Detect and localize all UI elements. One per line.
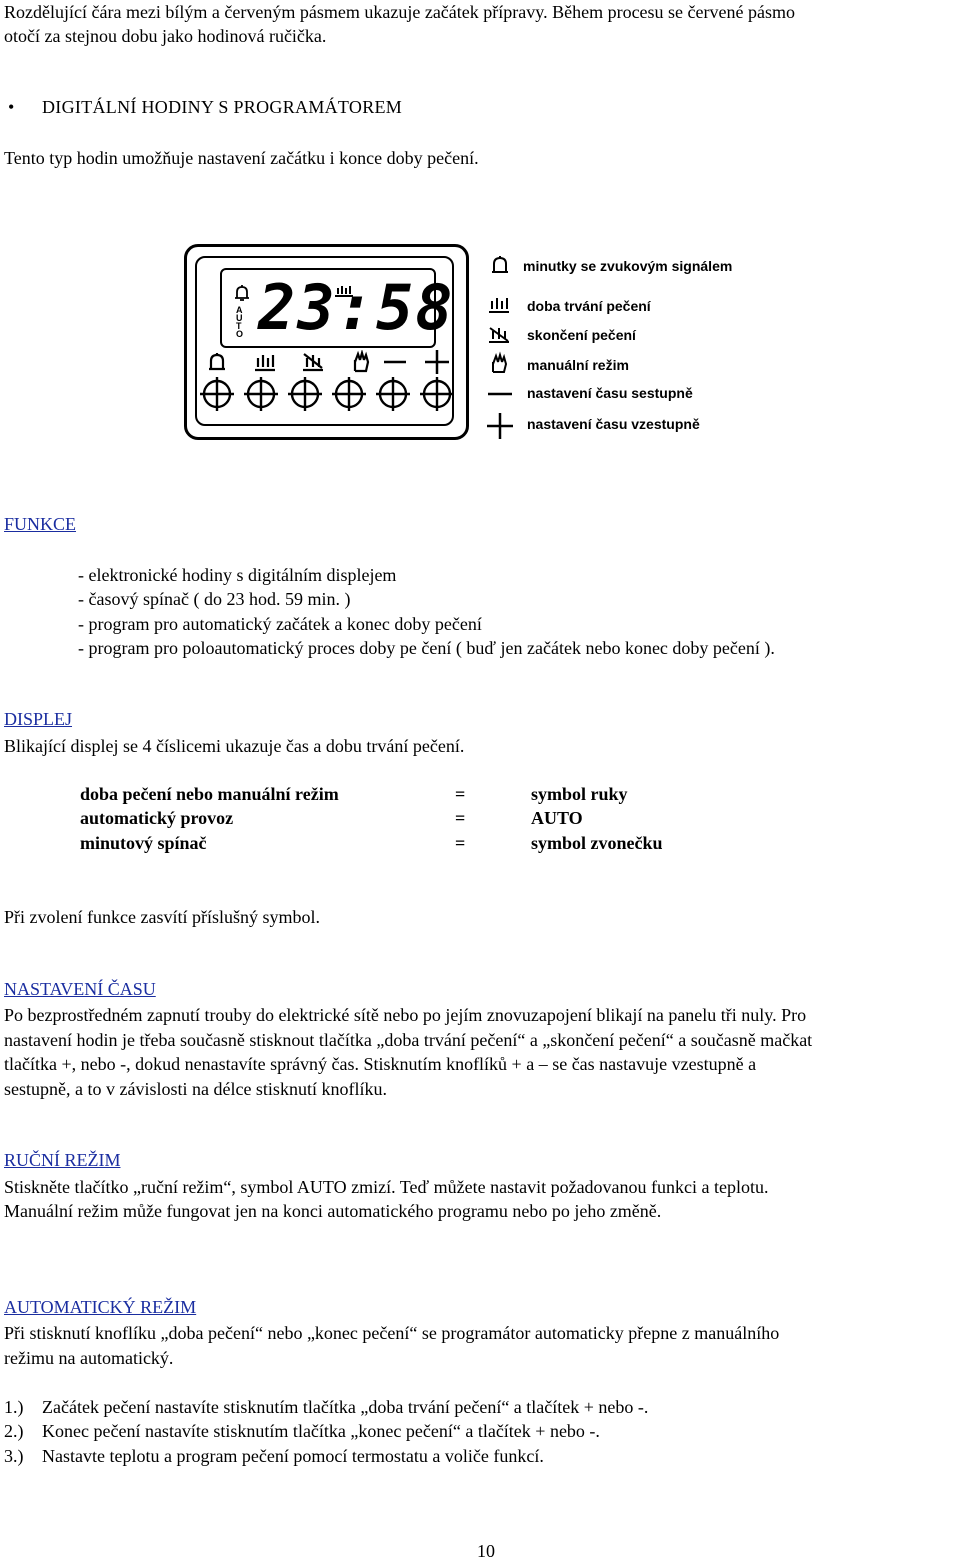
button-symbols-row [205,350,453,374]
clock-button-plus [420,377,454,411]
legend-bell-icon [492,256,508,272]
table-right: symbol ruky [531,784,628,804]
automaticky-line: režimu na automatický. [4,1348,174,1368]
step-text: Nastavte teplotu a program pečení pomocí termostatu a voliče funkcí. [42,1446,544,1466]
table-eq: = [455,784,466,804]
step-text: Konec pečení nastavíte stisknutím tlačítka „konec pečení“ a tlačítek + nebo -. [42,1421,600,1441]
display-bell-icon [234,284,250,302]
automaticky-line: Při stisknutí knoflíku „doba pečení“ nebo „konec pečení“ se programátor automaticky přepne z manuálního [4,1323,780,1343]
display-auto-indicator: A U T O [236,305,244,339]
step-number: 2.) [4,1421,24,1441]
clock-buttons-row [200,374,454,414]
table-right: AUTO [531,808,583,828]
rucni-heading: RUČNÍ REŽIM [4,1150,121,1170]
table-left: doba pečení nebo manuální režim [80,784,339,804]
automaticky-heading: AUTOMATICKÝ REŽIM [4,1297,197,1317]
legend-label-end-time: skončení pečení [527,327,636,343]
legend-label-plus: nastavení času vzestupně [527,416,700,432]
nastaveni-line: Po bezprostředném zapnutí trouby do elektrické sítě nebo po jejím znovuzapojení blikají na panelu tři nuly. Pro [4,1005,807,1025]
table-right: symbol zvonečku [531,833,663,853]
hand-icon [355,353,368,371]
cooking-time-icon [255,355,275,370]
clock-button-bell [200,377,234,411]
funkce-item: - elektronické hodiny s digitálním displejem [78,565,397,585]
step-number: 1.) [4,1397,24,1417]
clock-button-cooking-time [244,377,278,411]
step-text: Začátek pečení nastavíte stisknutím tlačítka „doba trvání pečení“ a tlačítek + nebo -. [42,1397,649,1417]
legend-plus-icon [487,413,513,439]
funkce-item: - časový spínač ( do 23 hod. 59 min. ) [78,589,351,609]
displej-text: Blikající displej se 4 číslicemi ukazuje čas a dobu trvání pečení. [4,736,465,756]
displej-note: Při zvolení funkce zasvítí příslušný symbol. [4,907,320,927]
legend-hand-icon [493,355,506,372]
table-eq: = [455,808,466,828]
step-item [4,1395,648,1420]
rucni-line: Stiskněte tlačítko „ruční režim“, symbol AUTO zmizí. Teď můžete nastavit požadovanou funkci a teplotu. [4,1177,769,1197]
section-intro: Tento typ hodin umožňuje nastavení začátku i konce doby pečení. [4,148,479,168]
display-time: 23:58 [258,271,455,344]
step-number: 3.) [4,1446,24,1466]
nastaveni-heading: NASTAVENÍ ČASU [4,979,156,999]
clock-button-manual [332,377,366,411]
clock-button-minus [376,377,410,411]
section-bullet: • [8,97,15,117]
funkce-heading: FUNKCE [4,514,77,534]
legend-label-manual: manuální režim [527,357,629,373]
nastaveni-line: tlačítka +, nebo -, dokud nenastavíte správný čas. Stisknutím knoflíků + a – se čas nastavuje vzestupně a [4,1054,757,1074]
nastaveni-line: sestupně, a to v závislosti na délce stisknutí knoflíku. [4,1079,387,1099]
legend-label-bell: minutky se zvukovým signálem [523,258,733,274]
section-title: DIGITÁLNÍ HODINY S PROGRAMÁTOREM [42,97,403,117]
table-eq: = [455,833,466,853]
nastaveni-line: nastavení hodin je třeba současně stisknout tlačítka „doba trvání pečení“ a „skončení pečení“ a současně mačkat [4,1030,813,1050]
funkce-item: - program pro poloautomatický proces doby pe čení ( buď jen začátek nebo konec doby pečení ). [78,638,775,658]
rucni-line: Manuální režim může fungovat jen na konci automatického programu nebo po jeho změně. [4,1201,662,1221]
legend-cooking-time-icon [489,298,509,312]
legend-end-time-icon [489,328,509,342]
intro-line-2: otočí za stejnou dobu jako hodinová ručička. [4,26,327,46]
plus-icon [425,350,449,374]
legend-label-cooking-time: doba trvání pečení [527,298,651,314]
intro-line-1: Rozdělující čára mezi bílým a červeným pásmem ukazuje začátek přípravy. Během procesu se červené pásmo [4,2,795,22]
table-left: automatický provoz [80,808,234,828]
clock-button-end-time [288,377,322,411]
bell-icon [209,353,225,369]
display-cooking-icon [333,284,355,298]
step-item [4,1444,544,1469]
end-time-icon [303,354,323,370]
funkce-item: - program pro automatický začátek a konec doby pečení [78,614,482,634]
displej-heading: DISPLEJ [4,709,73,729]
step-item [4,1419,600,1444]
table-left: minutový spínač [80,833,207,853]
legend-symbols [486,254,516,440]
page-number: 10 [477,1541,495,1561]
legend-label-minus: nastavení času sestupně [527,385,693,401]
